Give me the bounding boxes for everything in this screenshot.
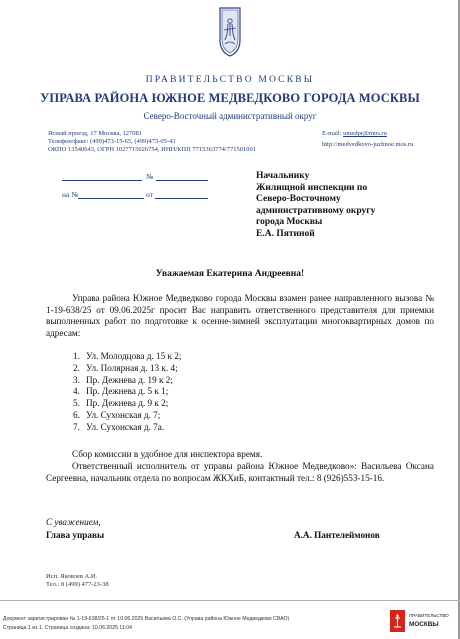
addressee-line: города Москвы: [256, 217, 323, 227]
list-item-text: Пр. Дежнева д. 5 к 1;: [86, 386, 169, 397]
reg-number-value-field: [156, 180, 208, 181]
phone-fax: Телефон/факс: (499)473-15-65, (499)473-05-43: [48, 138, 176, 145]
logo-text-top: ПРАВИТЕЛЬСТВО: [409, 613, 449, 618]
government-name: ПРАВИТЕЛЬСТВО МОСКВЫ: [145, 75, 315, 85]
reference-number-field: [78, 198, 144, 199]
closing-regards: С уважением,: [46, 517, 101, 527]
greeting: Уважаемая Екатерина Андреевна!: [155, 269, 305, 279]
body-paragraph-commission: Сбор комиссии в удобное для инспектора время.: [72, 449, 263, 459]
authority-name: УПРАВА РАЙОНА ЮЖНОЕ МЕДВЕДКОВО ГОРОДА МОСКВЫ: [40, 91, 420, 105]
body-paragraph-contact: Ответственный исполнитель от управы района Южное Медведково»: Васильева Оксана Сергеевна, начальник отдела по вопросам ЖКХиБ, контактный тел.: 8 (926)553-15-16.: [46, 461, 434, 483]
list-item: [73, 363, 181, 375]
list-item-number: 7.: [73, 421, 80, 432]
moscow-coat-of-arms-icon: [218, 6, 242, 58]
district-name: Северо-Восточный административный округ: [143, 111, 317, 121]
signatory-name: А.А. Пантелеймонов: [294, 530, 380, 540]
executor-name: Исп. Яковлев А.И.: [46, 573, 98, 580]
organization-codes: ОКПО 13540643, ОГРН 1027715026754, ИНН/КПП 7715363774/771501001: [48, 146, 256, 153]
reg-number-field: [62, 180, 142, 181]
footer-divider: [0, 600, 460, 601]
list-item: [73, 422, 181, 434]
registration-stamp: Документ зарегистрирован № 1-19-638/25-1 от 10.06.2025 Васильева О.С. (Управа района Южное Медведково СВАО): [3, 616, 290, 622]
list-item-text: Ул. Сухонская д. 7;: [86, 409, 161, 420]
list-item: [73, 375, 181, 387]
list-item-text: Ул. Сухонская д. 7а.: [86, 421, 165, 432]
list-item: [73, 351, 181, 363]
addressee-line: Начальнику: [256, 171, 310, 181]
executor-phone: Тел.: 8 (499) 477-23-38: [46, 581, 109, 588]
signatory-position: Глава управы: [46, 530, 105, 540]
email-line: [322, 130, 387, 137]
addressee-line: административному округу: [256, 205, 376, 216]
reg-number-sign: №: [146, 172, 154, 181]
list-item-number: 1.: [73, 351, 80, 361]
reference-date-field: [155, 198, 208, 199]
reference-on-label: на №: [62, 190, 79, 199]
addressee-line: Жилищной инспекции по: [256, 182, 368, 193]
email-label: E-mail:: [322, 130, 342, 137]
email-link[interactable]: umedpr@mos.ru: [343, 130, 387, 137]
list-item-number: 4.: [73, 386, 80, 397]
list-item-text: Ул. Полярная д. 13 к. 4;: [86, 362, 178, 373]
list-item-text: Пр. Дежнева д. 9 к 2;: [86, 398, 169, 409]
moscow-government-logo: [390, 610, 450, 634]
list-item-number: 6.: [73, 409, 80, 420]
address-list: [73, 351, 181, 434]
list-item-number: 5.: [73, 398, 80, 409]
list-item: [73, 398, 181, 410]
body-paragraph-request: Управа района Южное Медведково города Москвы взамен ранее направленного вызова № 1-19-638/25 от 09.06.2025г просит Вас направить ответственного представителя для приемки выполненных работ по подготовке к осенне-зимней эксплуатации многоквартирных домов по адресам:: [46, 293, 434, 338]
postal-address: Ясный проезд, 17 Москва, 127081: [48, 130, 143, 137]
logo-text-bottom: МОСКВЫ: [409, 621, 439, 628]
logo-mark-icon: [390, 610, 405, 632]
list-item-number: 3.: [73, 374, 80, 385]
list-item-text: Пр. Дежнева д. 19 к 2;: [86, 374, 173, 385]
list-item: [73, 386, 181, 398]
reference-from-label: от: [146, 190, 153, 199]
addressee-block: [256, 171, 426, 240]
page-info: Страница 1 из 1. Страница создана: 10.06.2025 11:04: [3, 625, 133, 631]
list-item-number: 2.: [73, 362, 80, 373]
list-item: [73, 410, 181, 422]
website-link[interactable]: http://medvedkovo-juzhnoe.mos.ru: [322, 141, 414, 148]
addressee-line: Е.А. Пятиной: [256, 228, 315, 239]
addressee-line: Северо-Восточному: [256, 194, 341, 204]
list-item-text: Ул. Молодцова д. 15 к 2;: [86, 351, 182, 361]
